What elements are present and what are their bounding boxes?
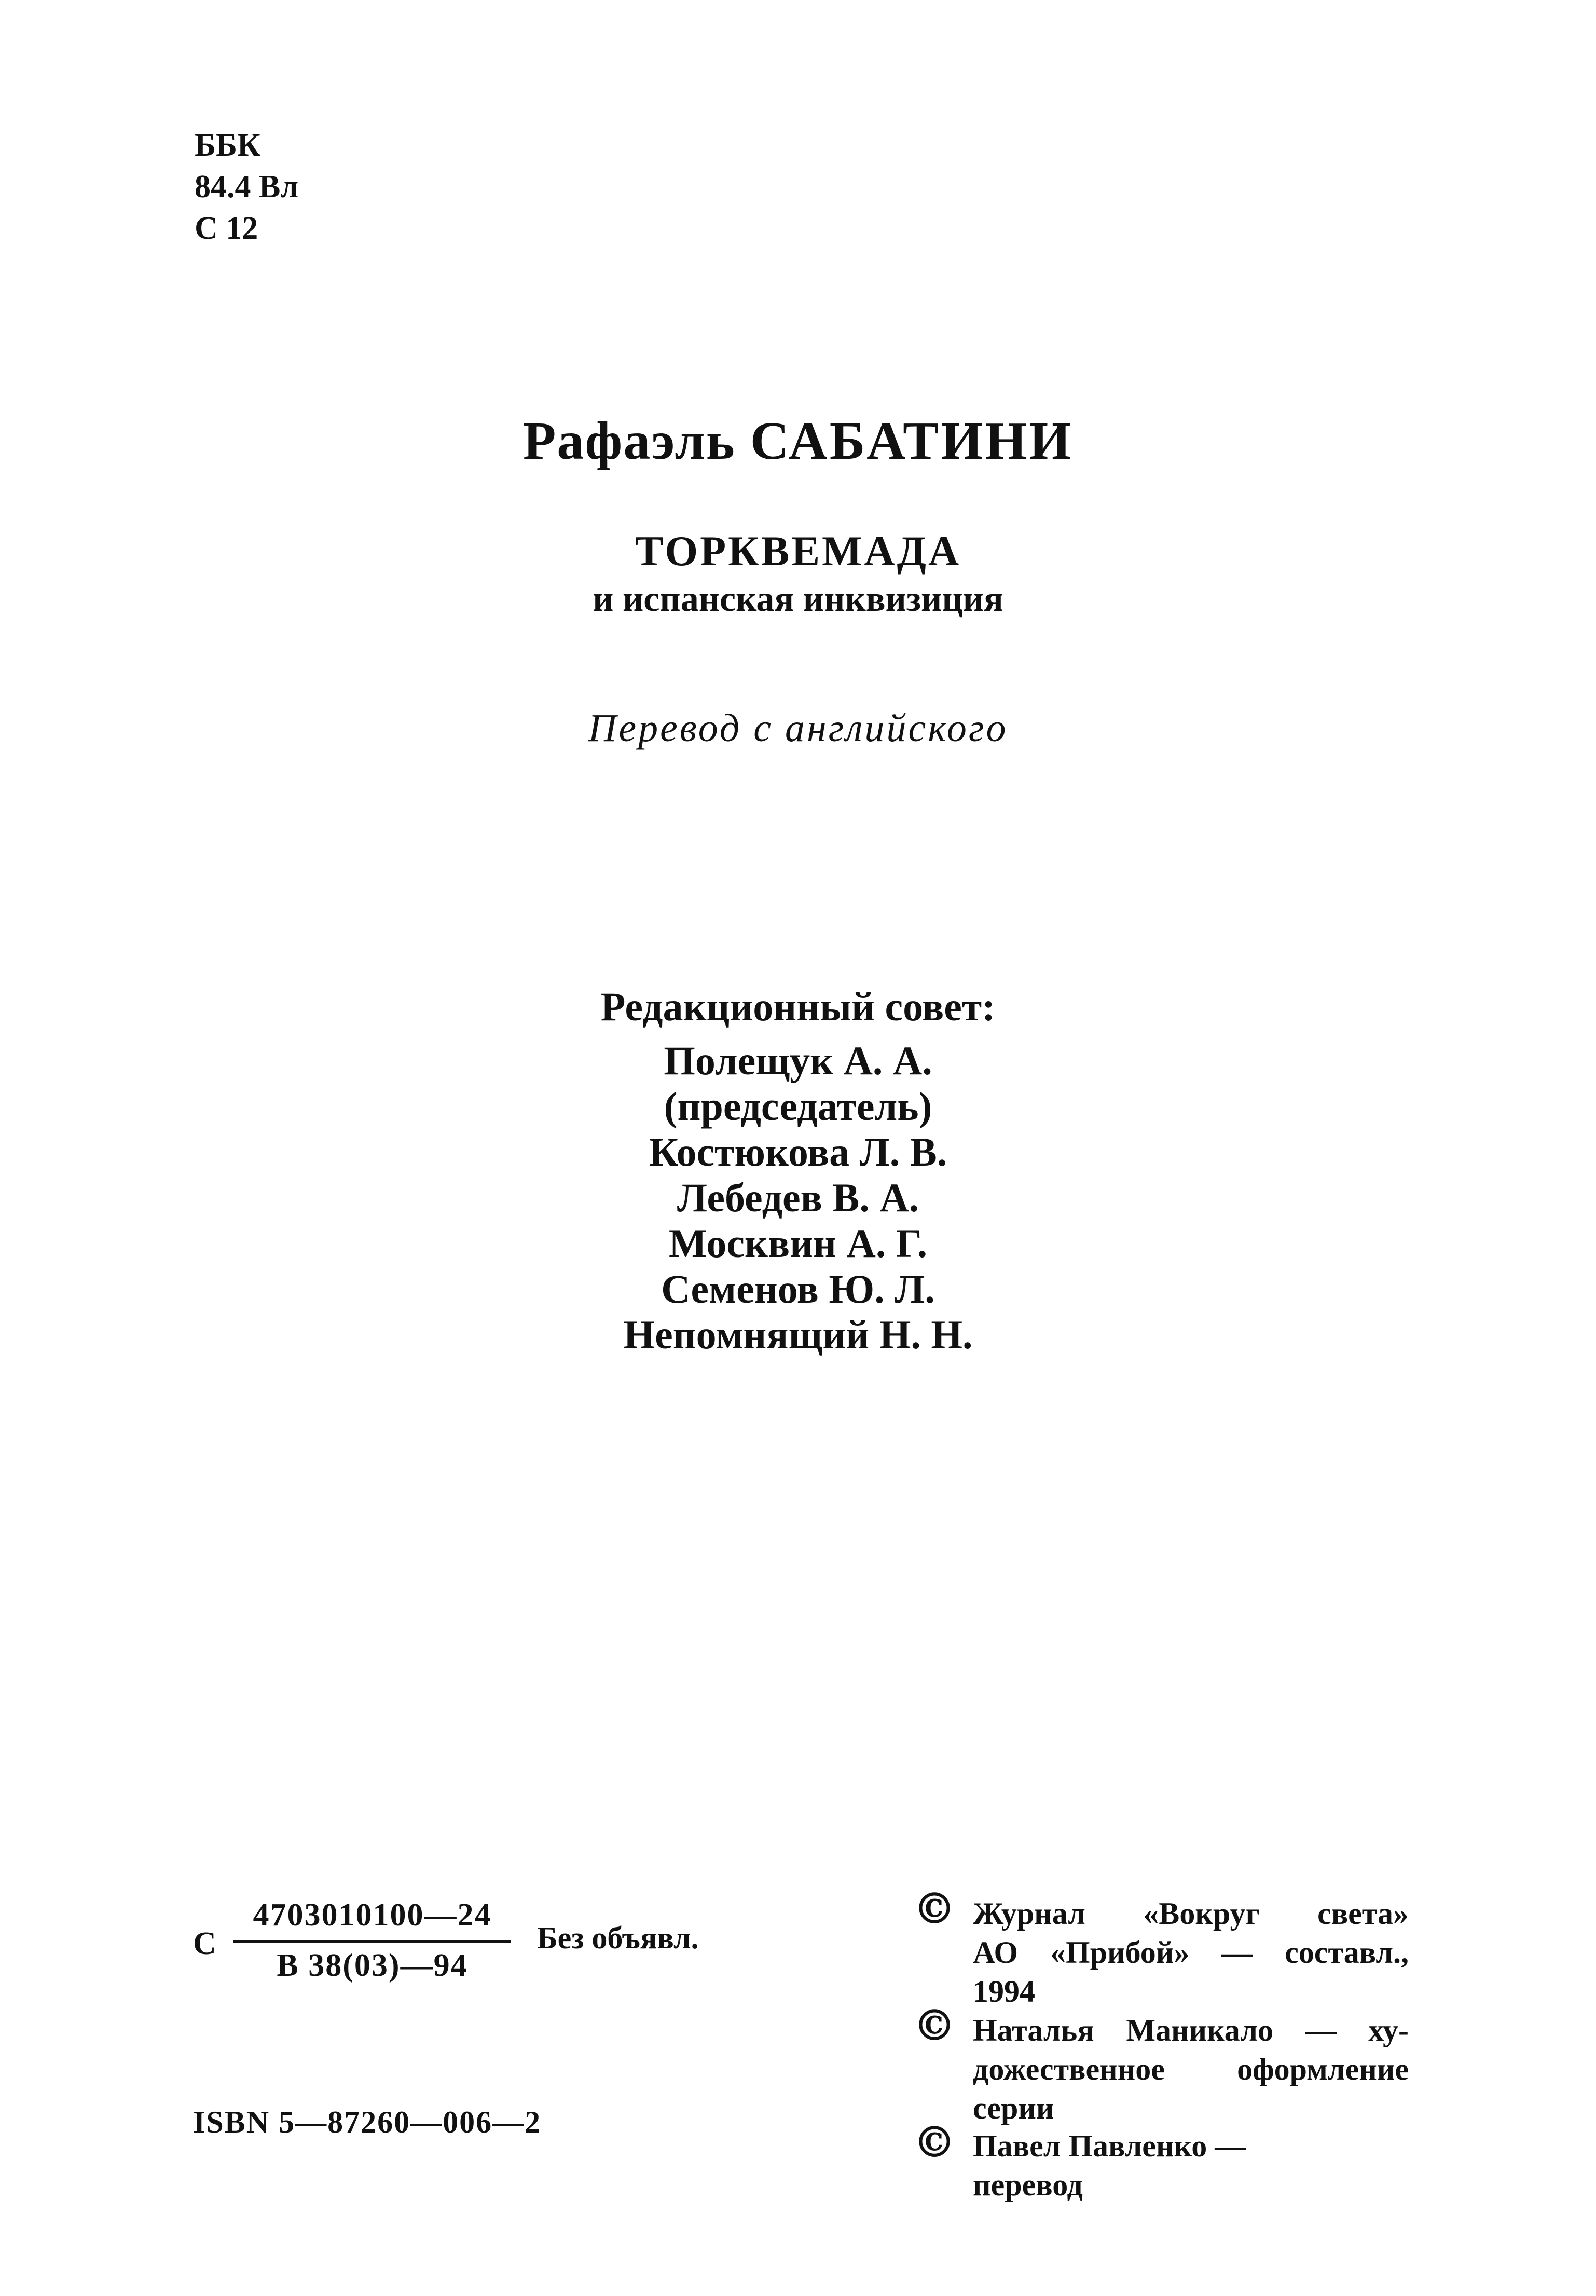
copyright-line: Журнал «Вокруг света»	[973, 1896, 1409, 1931]
copyright-line: серии	[973, 2091, 1054, 2125]
editorial-board-list	[0, 1038, 1596, 1358]
editorial-board-heading: Редакционный совет:	[600, 984, 996, 1029]
board-member: Лебедев В. А.	[677, 1175, 919, 1220]
copyright-icon: ©	[913, 1884, 956, 1934]
copyright-icon: ©	[913, 2001, 956, 2051]
author-surname: САБАТИНИ	[750, 411, 1074, 471]
board-member: Семенов Ю. Л.	[661, 1266, 935, 1311]
copyright-line: дожественное оформление	[973, 2052, 1409, 2086]
bbk-label: ББК	[195, 128, 260, 163]
author-name	[0, 410, 1596, 472]
index-code-letter: С	[193, 1926, 216, 1961]
copyright-line: Павел Павленко —	[973, 2129, 1246, 2163]
no-advertisement-note: Без объявл.	[537, 1921, 699, 1955]
isbn: ISBN 5—87260—006—2	[193, 2105, 542, 2139]
copyright-line: 1994	[973, 1974, 1035, 2008]
translation-note: Перевод с английского	[588, 706, 1008, 750]
index-code-numerator: 4703010100—24	[253, 1897, 492, 1933]
board-member: Костюкова Л. В.	[649, 1129, 947, 1174]
board-member-role: (председатель)	[664, 1084, 932, 1129]
copyright-notice-design	[973, 2011, 1409, 2128]
bbk-author-mark: С 12	[195, 211, 258, 246]
author-first-name: Рафаэль	[522, 411, 736, 471]
copyright-line: Наталья Маникало — ху-	[973, 2013, 1409, 2047]
board-member: Полещук А. А.	[664, 1038, 932, 1083]
copyright-icon: ©	[913, 2117, 956, 2167]
board-member: Непомнящий Н. Н.	[623, 1312, 973, 1357]
copyright-line: АО «Прибой» — составл.,	[973, 1935, 1409, 1970]
bbk-code: 84.4 Вл	[195, 169, 299, 204]
board-member: Москвин А. Г.	[668, 1221, 928, 1266]
copyright-line: перевод	[973, 2168, 1083, 2202]
book-subtitle: и испанская инквизиция	[593, 579, 1003, 619]
book-title: ТОРКВЕМАДА	[635, 527, 961, 575]
fraction-divider	[233, 1940, 511, 1943]
bbk-classification	[195, 125, 298, 249]
index-code-denominator: В 38(03)—94	[277, 1948, 468, 1983]
copyright-notice-translation	[973, 2127, 1409, 2205]
copyright-notice-journal	[973, 1894, 1409, 2011]
